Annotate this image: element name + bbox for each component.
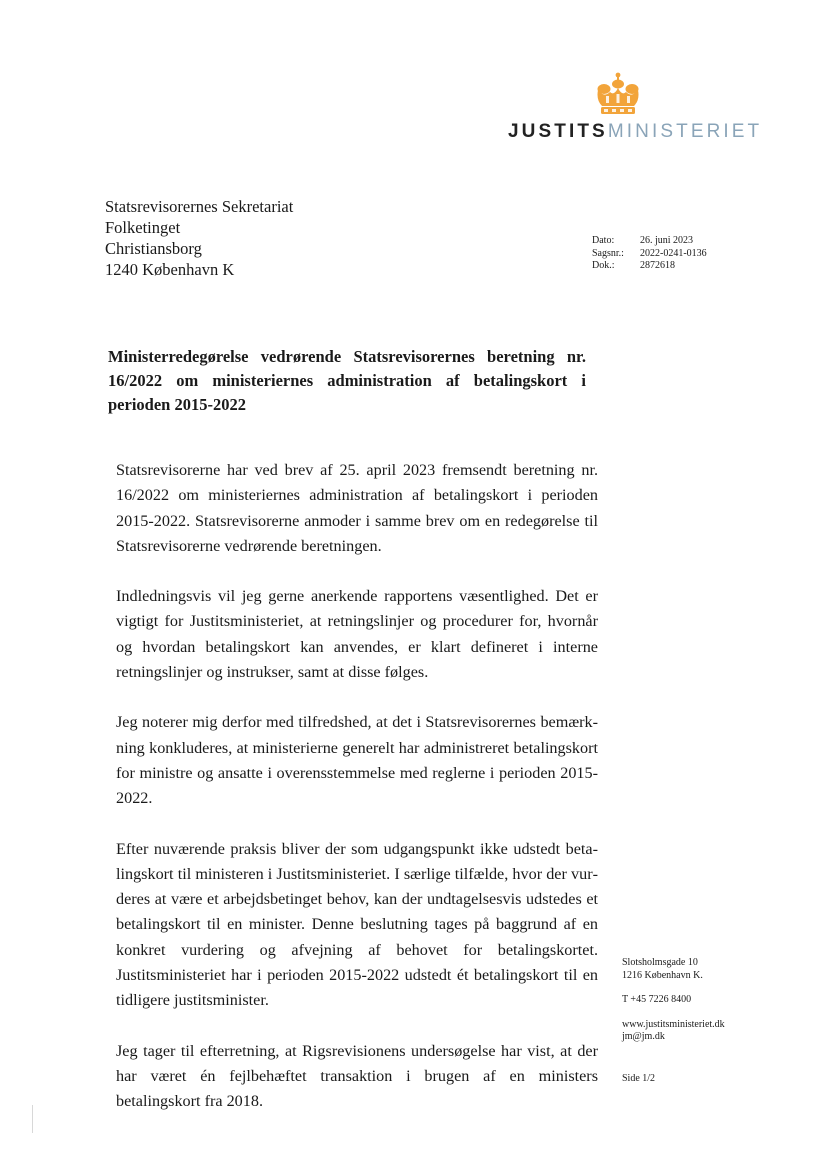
wordmark-bold: JUSTITS [508,121,608,142]
contact-phone: T +45 7226 8400 [622,994,692,1005]
body-paragraph: Statsrevisorerne har ved brev af 25. april 2023 fremsendt beretning nr. 16/2022 om ministeriernes administration af betalingskort i perioden 2015-2022. Statsrevisorerne anmoder i samme brev om en redegørelse til Statsrevisorerne vedrørende beretningen. [116,461,598,555]
body-paragraph: Indledningsvis vil jeg gerne anerkende rapportens væsentlighed. Det er vigtigt for Justitsministeriet, at retningslinjer og procedurer for, hvornår og hvordan betalingskort kan anvendes, er klart defineret i interne retningslinjer og instrukser, samt at disse følges. [116,587,598,682]
meta-date-row [592,235,707,248]
contact-street: Slotsholmsgade 10 [622,957,698,968]
contact-email: jm@jm.dk [622,1031,665,1042]
letter-meta [592,235,707,273]
contact-city: 1216 København K. [622,969,703,981]
doc-value: 2872618 [640,260,675,271]
contact-web: www.justitsministeriet.dk [622,1018,725,1030]
recipient-address [105,196,293,280]
doc-label: Dok.: [592,260,615,271]
date-label: Dato: [592,235,615,246]
address-line: Statsrevisorernes Sekretariat [105,197,294,216]
body-paragraph: Jeg noterer mig derfor med tilfredshed, at det i Statsrevisorernes bemærkning konkluderes, at ministerierne generelt har administreret betalingskort for ministre og ansatte i overensstemmelse med reglerne i perioden 2015-2022. [116,713,598,808]
meta-doc-row [592,260,707,273]
letter-title: Ministerredegørelse vedrørende Statsrevisorernes beretning nr. 16/2022 om ministeriernes administration af betalingskort i perioden 2015-2022 [108,347,586,414]
address-line: 1240 København K [105,260,235,279]
crown-logo-icon [592,72,644,116]
date-value: 26. juni 2023 [640,235,694,246]
ministry-wordmark [508,121,762,143]
scan-artifact-line [32,1105,33,1133]
meta-case-row [592,248,707,261]
address-line: Folketinget [105,218,181,237]
body-paragraph: Efter nuværende praksis bliver der som udgangspunkt ikke udstedt betalingskort til ministeren i Justitsministeriet. I særlige tilfælde, hvor der vurderes at være et arbejdsbetinget behov, kan der undtagelsesvis udstedes et betalingskort til en minister. Denne beslutning tages på baggrund af en konkret vurdering og afvejning af behovet for betalingskortet. Justitsministeriet har i perioden 2015-2022 udstedt ét betalingskort til en tidligere justitsminister. [116,839,598,1010]
letter-body [116,458,598,1115]
wordmark-light: MINISTERIET [607,121,763,142]
body-paragraph: Jeg tager til efterretning, at Rigsrevisionens undersøgelse har vist, at der har været én fejlbehæftet transaktion i brugen af en ministers betalingskort fra 2018. [116,1041,598,1111]
case-label: Sagsnr.: [592,247,624,259]
address-line: Christiansborg [105,239,202,258]
case-value: 2022-0241-0136 [640,247,707,259]
contact-info [622,957,725,1044]
page-number: Side 1/2 [622,1073,656,1084]
